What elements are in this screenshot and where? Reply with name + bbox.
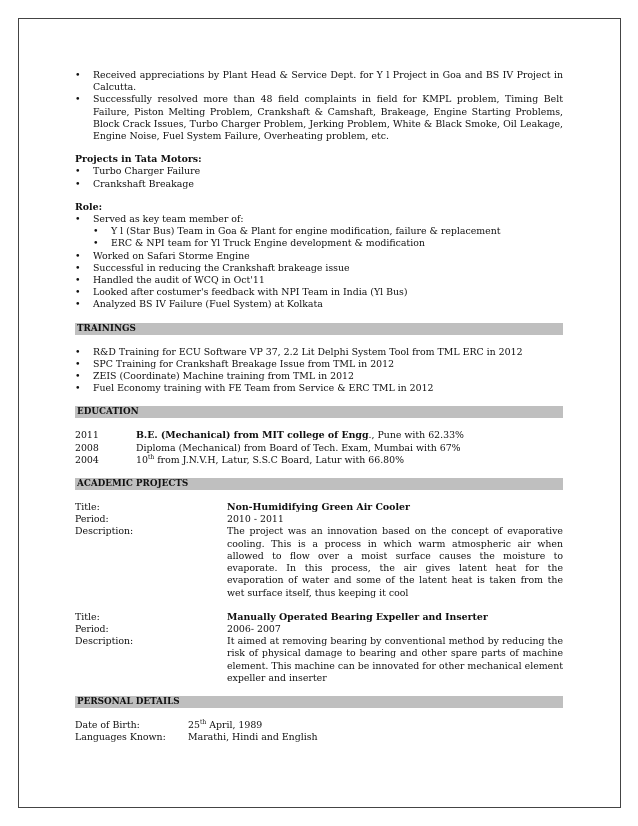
role-first-item: Served as key team member of: [93,214,244,226]
list-item: • ERC & NPI team for Yl Truck Engine development & modification [93,238,563,250]
list-item: • R&D Training for ECU Software VP 37, 2.2 Lit Delphi System Tool from TML ERC in 2012 [75,347,563,359]
dob-label: Date of Birth: [75,719,140,731]
list-item: • Successful in reducing the Crankshaft brakeage issue [75,263,563,275]
list-item: • Handled the audit of WCQ in Oct'11 [75,275,563,287]
personal-details-heading: PERSONAL DETAILS [75,696,563,708]
academic-projects-heading: ACADEMIC PROJECTS [75,478,563,490]
education-detail: Diploma (Mechanical) from Board of Tech. Exam, Mumbai with 67% [136,442,461,454]
languages-row [75,732,563,744]
list-item: • ZEIS (Coordinate) Machine training from TML in 2012 [75,371,563,383]
education-row [75,430,563,442]
list-item: • Y l (Star Bus) Team in Goa & Plant for engine modification, failure & replacement [93,226,563,238]
list-item: • Looked after costumer's feedback with NPI Team in India (Yl Bus) [75,287,563,299]
list-item: • Received appreciations by Plant Head & Service Dept. for Y l Project in Goa and BS IV Project in Calcutta. [75,70,563,94]
academic-project [75,502,563,600]
project-description: It aimed at removing bearing by conventional method by reducing the risk of physical damage to bearing and other spare parts of machine element. This machine can be innovated for other mechanical element expeller and inserter [227,636,563,684]
title-label: Title: [75,611,100,623]
dob-day: 25 [188,719,200,731]
education-grade: 10 [136,454,148,466]
role-list [75,214,563,312]
education-year: 2011 [75,430,99,442]
list-item [75,214,563,251]
list-item: • SPC Training for Crankshaft Breakage Issue from TML in 2012 [75,359,563,371]
education-degree: B.E. (Mechanical) from MIT college of Engg [136,430,369,442]
list-item: • Fuel Economy training with FE Team from Service & ERC TML in 2012 [75,383,563,395]
education-year: 2008 [75,442,99,454]
languages-label: Languages Known: [75,732,166,744]
dob-value: April, 1989 [206,719,263,731]
project-description: The project was an innovation based on the concept of evaporative cooling. This is a process in which warm atmospheric air when allowed to flow over a moist surface causes the moisture to evaporate. In this process, the air gives latent heat for the evaporation of water and some of the latent heat is taken from the wet surface itself, thus keeping it cool [227,526,563,599]
education-heading: EDUCATION [75,406,563,418]
description-label: Description: [75,636,134,648]
education-detail: ., Pune with 62.33% [368,430,464,442]
list-item: • Analyzed BS IV Failure (Fuel System) at Kolkata [75,299,563,311]
list-item: • Turbo Charger Failure [75,166,563,178]
role-sub-list [75,226,563,250]
education-row [75,455,563,467]
languages-value: Marathi, Hindi and English [188,732,318,744]
trainings-list [75,347,563,396]
resume-content [75,70,563,744]
list-item: • Crankshaft Breakage [75,179,563,191]
role-heading: Role: [75,201,103,213]
project-title: Non-Humidifying Green Air Cooler [227,502,410,514]
project-period: 2006- 2007 [227,623,281,635]
project-title: Manually Operated Bearing Expeller and Inserter [227,611,488,623]
education-grade-suffix: th [147,453,155,461]
project-period: 2010 - 2011 [227,514,284,526]
trainings-heading: TRAININGS [75,323,563,335]
education-year: 2004 [75,454,99,466]
dob-row [75,720,563,732]
title-label: Title: [75,502,100,514]
period-label: Period: [75,623,109,635]
education-detail: from J.N.V.H, Latur, S.S.C Board, Latur with 66.80% [154,454,405,466]
projects-tata-heading: Projects in Tata Motors: [75,154,202,166]
list-item: • Worked on Safari Storme Engine [75,251,563,263]
period-label: Period: [75,514,109,526]
academic-project [75,612,563,685]
achievements-list [75,70,563,143]
list-item: • Successfully resolved more than 48 field complaints in field for KMPL problem, Timing Belt Failure, Piston Melting Problem, Crankshaft & Camshaft, Brakeage, Engine Starting Problems, Block Crack Issues, Turbo Charger Problem, Jerking Problem, White & Black Smoke, Oil Leakage, Engine Noise, Fuel System Failure, Overheating problem, etc. [75,94,563,143]
description-label: Description: [75,526,134,538]
projects-tata-list [75,166,563,190]
dob-suffix: th [199,718,207,726]
